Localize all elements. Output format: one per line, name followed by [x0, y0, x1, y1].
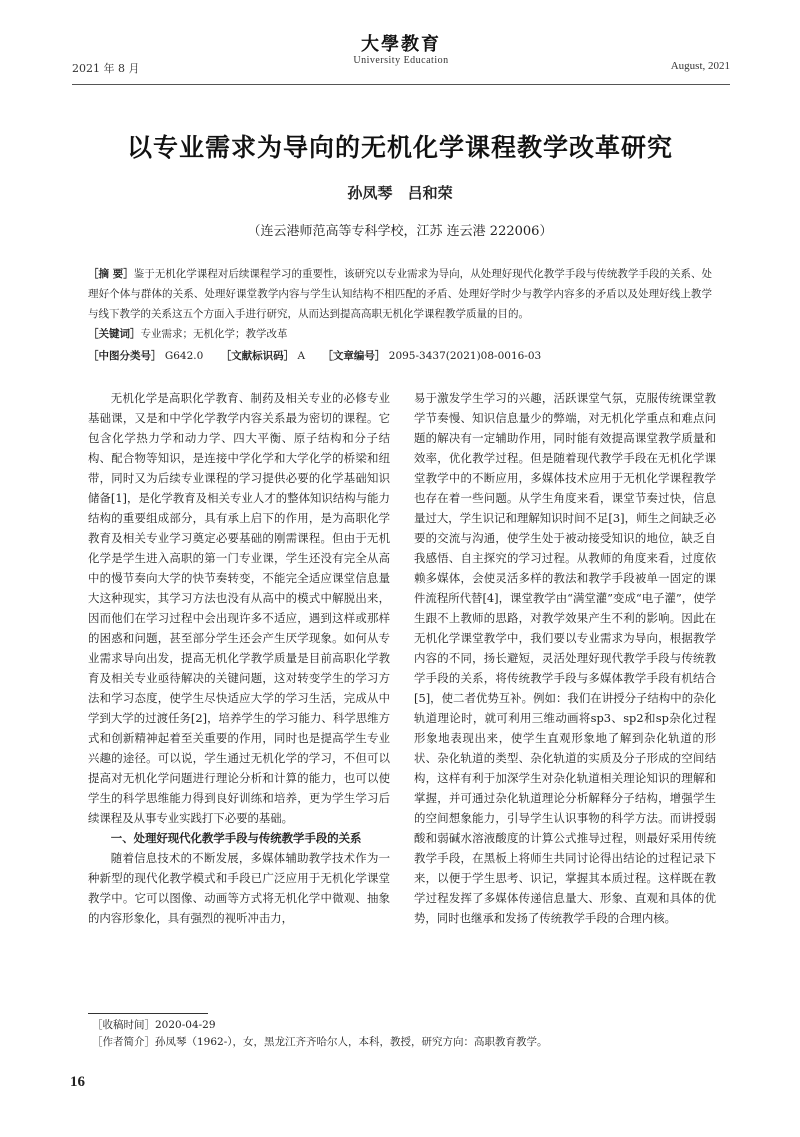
- abstract-text: 鉴于无机化学课程对后续课程学习的重要性，该研究以专业需求为导向，从处理好现代化教学手段与传统教学手段的关系、处理好个体与群体的关系、处理好课堂教学内容与学生认知结构不相匹配的矛盾、处理好学时少与教学内容多的矛盾以及处理好线上教学与线下教学的关系这五个方面入手进行研究，从而达到提高高职无机化学课程教学质量的目的。: [88, 268, 713, 320]
- keywords: [88, 326, 712, 341]
- classification: [88, 348, 712, 363]
- keywords-text: 专业需求；无机化学；教学改革: [140, 328, 288, 340]
- abstract: [88, 264, 712, 324]
- author-bio: 孙凤琴（1962-），女，黑龙江齐齐哈尔人，本科，教授，研究方向：高职教育教学。: [155, 1036, 548, 1048]
- keywords-label: ［关键词］: [88, 328, 141, 340]
- article-no-label: ［文章编号］: [322, 350, 386, 362]
- section-heading: 一、处理好现代化教学手段与传统教学手段的关系: [110, 831, 362, 845]
- body-paragraph: 随着信息技术的不断发展，多媒体辅助教学技术作为一种新型的现代化教学模式和手段已广泛应用于无机化学课堂教学中。它可以图像、动画等方式将无机化学中微观、抽象的内容形象化，具有强烈的视听冲击力，: [88, 851, 390, 925]
- running-header: [72, 30, 730, 82]
- authors: 孙凤琴 吕和荣: [347, 184, 453, 202]
- footnote-rule: [88, 1013, 208, 1014]
- footnote-author: [92, 1034, 548, 1049]
- affiliation: （连云港师范高等专科学校，江苏 连云港 222006）: [247, 224, 553, 239]
- issue-date-cn: 2021 年 8 月: [72, 62, 140, 75]
- received-date: 2020-04-29: [155, 1019, 216, 1031]
- doc-code-value: A: [297, 350, 306, 362]
- journal-name-en: University Education: [353, 55, 449, 66]
- author-bio-label: ［作者简介］: [92, 1036, 155, 1048]
- body-column-left: [88, 388, 390, 928]
- clc-label: ［中图分类号］: [88, 350, 162, 362]
- article-no-value: 2095-3437(2021)08-0016-03: [388, 350, 542, 362]
- header-rule: [72, 84, 730, 85]
- page-number: 16: [70, 1074, 85, 1090]
- abstract-label: ［摘 要］: [88, 268, 134, 280]
- issue-date-en: August, 2021: [670, 60, 730, 72]
- clc-value: G642.0: [164, 350, 204, 362]
- body-paragraph: 易于激发学生学习的兴趣，活跃课堂气氛，克服传统课堂教学节奏慢、知识信息量少的弊端，对无机化学重点和难点问题的解决有一定辅助作用，同时能有效提高课堂教学质量和效率，优化教学过程。但是随着现代教学手段在无机化学课堂教学中的不断应用，多媒体技术应用于无机化学课程教学也存在着一些问题。从学生角度来看，课堂节奏过快，信息量过大，学生识记和理解知识时间不足[3]，师生之间缺乏必要的交流与沟通，使学生处于被动接受知识的地位，缺乏自我感悟、自主探究的学习过程。从教师的角度来看，过度依赖多媒体，会使灵活多样的教法和教学手段被单一固定的课件流程所代替[4]，课堂教学由“满堂灌”变成“电子灌”，使学生跟不上教师的思路，对教学效果产生不利的影响。因此在无机化学课堂教学中，我们要以专业需求为导向，根据教学内容的不同，扬长避短，灵活处理好现代教学手段与传统教学手段的关系，将传统教学手段与多媒体教学手段有机结合[5]，使二者优势互补。例如：我们在讲授分子结构中的杂化轨道理论时，就可利用三维动画将sp3、sp2和sp杂化过程形象地表现出来，使学生直观形象地了解到杂化轨道的形状、杂化轨道的类型、杂化轨道的实质及分子形成的空间结构，这样有利于加深学生对杂化轨道相关理论知识的理解和掌握，并可通过杂化轨道理论分析解释分子结构，增强学生的空间想象能力，引导学生认识事物的科学方法。而讲授弱酸和弱碱水溶液酸度的计算公式推导过程，则最好采用传统教学手段，在黑板上将师生共同讨论得出结论的过程记录下来，以便于学生思考、识记，掌握其本质过程。这样既在教学过程发挥了多媒体传递信息量大、形象、直观和具体的优势，同时也继承和发扬了传统教学手段的合理内核。: [414, 391, 716, 925]
- footnote-received: [92, 1017, 216, 1032]
- journal-logo: 大學教育: [361, 34, 441, 55]
- doc-code-label: ［文献标识码］: [220, 350, 295, 362]
- received-label: ［收稿时间］: [92, 1019, 155, 1031]
- body-paragraph: 无机化学是高职化学教育、制药及相关专业的必修专业基础课，又是和中学化学教学内容关系最为密切的课程。它包含化学热力学和动力学、四大平衡、原子结构和分子结构、配合物等知识，是连接中学化学和大学化学的桥梁和纽带，同时又为后续专业课程的学习提供必要的化学基础知识储备[1]，是化学教育及相关专业人才的整体知识结构与能力结构的重要组成部分，具有承上启下的作用，是为高职化学教育及相关专业学习奠定必要基础的刚需课程。但由于无机化学是学生进入高职的第一门专业课，学生还没有完全从高中的慢节奏向大学的快节奏转变，不能完全适应课堂信息量大这种现实，其学习方法也没有从高中的模式中解脱出来，因而他们在学习过程中会出现许多不适应，遇到这样或那样的困惑和问题，甚至部分学生还会产生厌学现象。如何从专业需求导向出发，提高无机化学教学质量是目前高职化学教育及相关专业亟待解决的关键问题，这对转变学生的学习方法和学习态度，使学生尽快适应大学的学习生活，完成从中学到大学的过渡任务[2]，培养学生的学习能力、科学思维方式和创新精神起着至关重要的作用，同时也是提高学生专业兴趣的途径。可以说，学生通过无机化学的学习，不但可以提高对无机化学问题进行理论分析和计算的能力，也可以使学生的科学思维能力得到良好训练和培养，更为学生学习后续课程及从事专业实践打下必要的基础。: [88, 391, 390, 825]
- article-title: 以专业需求为导向的无机化学课程教学改革研究: [126, 133, 673, 162]
- body-column-right: [414, 388, 716, 928]
